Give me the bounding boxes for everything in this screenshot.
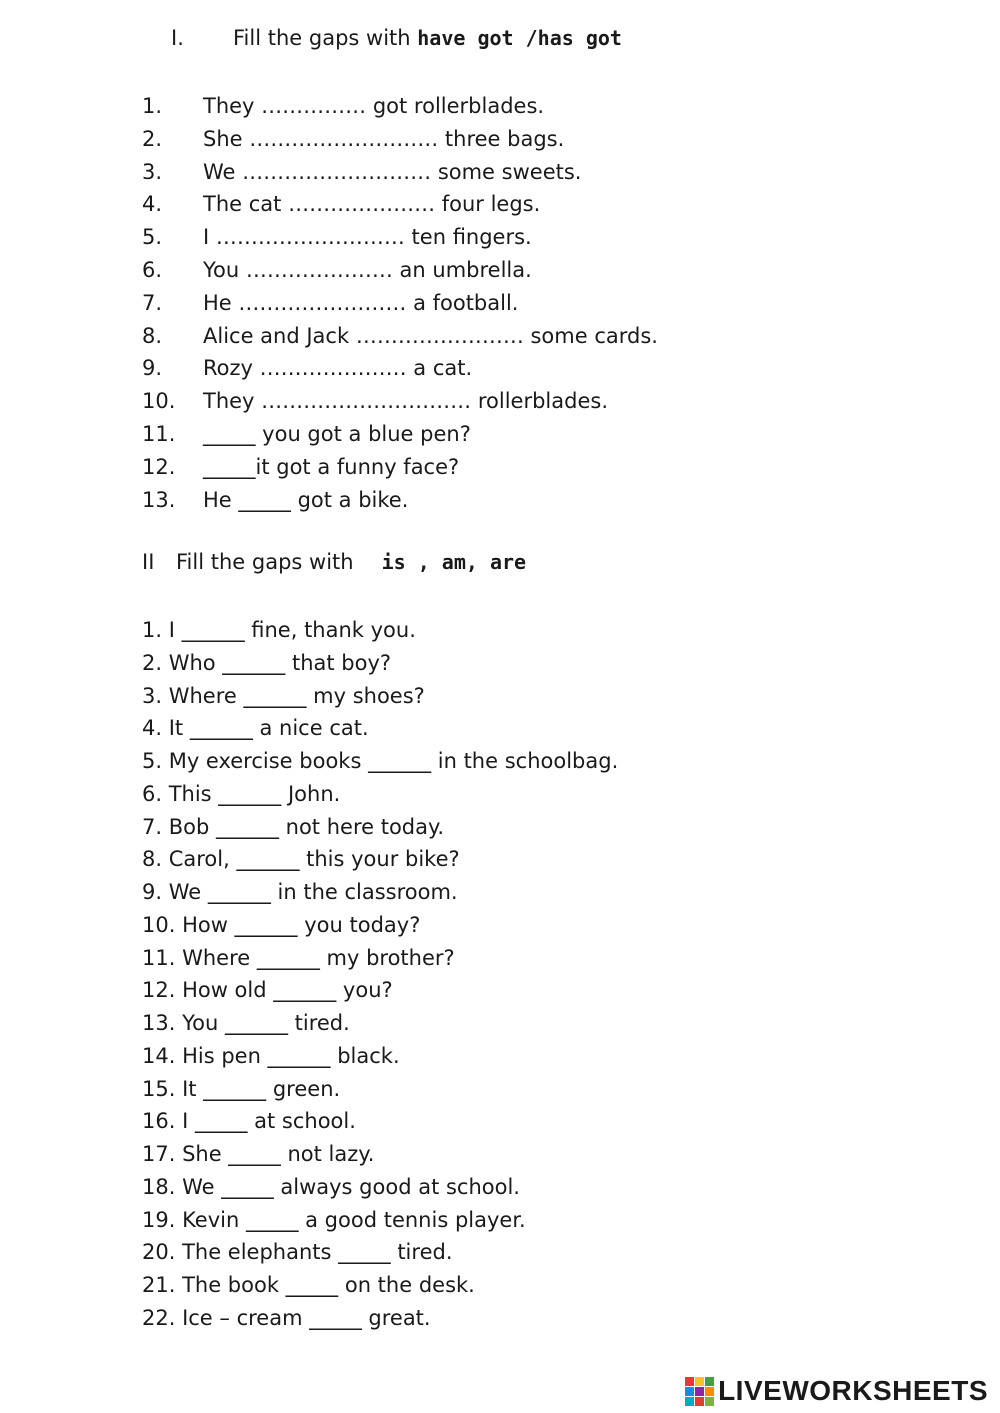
item-text-before: She [203,126,250,151]
logo-square [705,1377,714,1386]
section2-item: 21. The book _____ on the desk. [142,1273,475,1297]
section2-item: 17. She _____ not lazy. [142,1142,375,1166]
section2-item: 8. Carol, ______ this your bike? [142,847,460,872]
item-number: 9. [142,356,163,381]
section2-item: 14. His pen ______ black. [142,1043,400,1068]
item-text-after: three bags. [438,126,565,151]
item-text-before: He [203,487,239,512]
item-text-after: four legs. [435,192,541,217]
item-text-before: They [203,94,262,118]
section2-roman: II [142,550,155,574]
section1-item [142,451,459,484]
answer-gap[interactable]: ………………… [245,258,393,282]
section1-item [142,385,608,418]
logo-square [685,1387,694,1396]
section2-item: 3. Where ______ my shoes? [142,683,425,708]
section1-item [142,123,564,156]
item-number: 8. [142,323,163,348]
item-number: 2. [142,126,163,151]
item-number: 10. [142,389,176,414]
section2-item: 7. Bob ______ not here today. [142,814,445,839]
section2-item: 12. How old ______ you? [142,978,393,1003]
logo-square [695,1377,704,1386]
logo-square [705,1397,714,1406]
logo-square [685,1397,694,1406]
section1-item [142,418,471,451]
section2-item: 4. It ______ a nice cat. [142,716,369,741]
item-text-after: rollerblades. [471,389,608,414]
answer-gap[interactable]: …………………… [355,323,524,348]
answer-gap[interactable]: …………… [261,94,367,118]
answer-gap[interactable]: ……………………… [249,126,439,151]
logo-grid-icon [685,1377,714,1406]
item-number: 6. [142,258,163,282]
section2-item: 22. Ice – cream _____ great. [142,1305,431,1330]
section2-item: 9. We ______ in the classroom. [142,880,458,904]
section2-title-plain: Fill the gaps with [176,550,354,574]
brand-name: LIVEWORKSHEETS [718,1375,988,1406]
answer-gap[interactable]: …………………… [238,290,407,315]
section2-item: 1. I ______ fine, thank you. [142,618,416,642]
answer-gap[interactable]: ………………… [288,192,436,217]
section2-item: 16. I _____ at school. [142,1109,356,1134]
section1-item [142,90,544,123]
section1-item [142,156,581,189]
answer-gap[interactable]: ………………………… [261,389,472,414]
answer-gap[interactable]: ……………………… [242,159,432,184]
section1-title [171,26,622,50]
item-text-after: got a bike. [290,487,409,512]
section1-item [142,484,408,517]
item-text-after: an umbrella. [392,258,532,282]
item-text-before: They [203,389,262,414]
logo-square [685,1377,694,1386]
section2-title-bold: is , am, are [381,550,527,574]
item-text-after: you got a blue pen? [255,422,471,446]
item-text-before: He [203,290,239,315]
item-text-before: You [203,258,246,282]
item-text-after: a football. [406,290,519,315]
item-number: 12. [142,454,176,479]
item-text-before: Rozy [203,356,260,381]
logo-square [705,1387,714,1396]
item-text-after: it got a funny face? [255,454,460,479]
item-text-after: a cat. [406,356,473,381]
section2-item: 19. Kevin _____ a good tennis player. [142,1207,526,1232]
section1-item [142,352,472,385]
item-text-after: got rollerblades. [366,94,545,118]
section2-item: 18. We _____ always good at school. [142,1174,520,1199]
item-text-before: We [203,159,243,184]
item-text-before: I [203,225,216,250]
item-number: 5. [142,225,163,250]
section1-title-bold: have got /has got [417,26,622,50]
item-number: 11. [142,422,176,446]
section1-item [142,221,532,254]
section2-item: 13. You ______ tired. [142,1011,350,1035]
section2-item: 6. This ______ John. [142,781,341,806]
section2-item: 20. The elephants _____ tired. [142,1240,453,1265]
answer-gap[interactable]: _____ [203,454,256,479]
section1-roman: I. [171,26,184,50]
item-text-before: Alice and Jack [203,323,356,348]
item-text-before: The cat [203,192,289,217]
section2-item: 2. Who ______ that boy? [142,650,392,675]
answer-gap[interactable]: ……………………… [215,225,405,250]
logo-square [695,1397,704,1406]
item-number: 3. [142,159,163,184]
answer-gap[interactable]: _____ [203,422,256,446]
item-number: 7. [142,290,163,315]
item-text-after: ten fingers. [404,225,532,250]
section2-item: 5. My exercise books ______ in the schoolbag. [142,749,619,773]
section1-item [142,254,532,287]
item-number: 13. [142,487,176,512]
item-number: 1. [142,94,163,118]
answer-gap[interactable]: _____ [238,487,291,512]
section1-title-plain: Fill the gaps with [233,26,418,50]
item-text-after: some cards. [523,323,658,348]
section1-item [142,320,658,353]
section1-item [142,188,540,221]
logo-square [695,1387,704,1396]
answer-gap[interactable]: ………………… [259,356,407,381]
liveworksheets-logo[interactable] [685,1373,988,1409]
section2-item: 15. It ______ green. [142,1076,341,1101]
section2-item: 10. How ______ you today? [142,912,421,937]
section2-title [142,550,526,574]
section1-item [142,287,518,320]
item-text-after: some sweets. [431,159,582,184]
section2-item: 11. Where ______ my brother? [142,945,455,970]
item-number: 4. [142,192,163,217]
